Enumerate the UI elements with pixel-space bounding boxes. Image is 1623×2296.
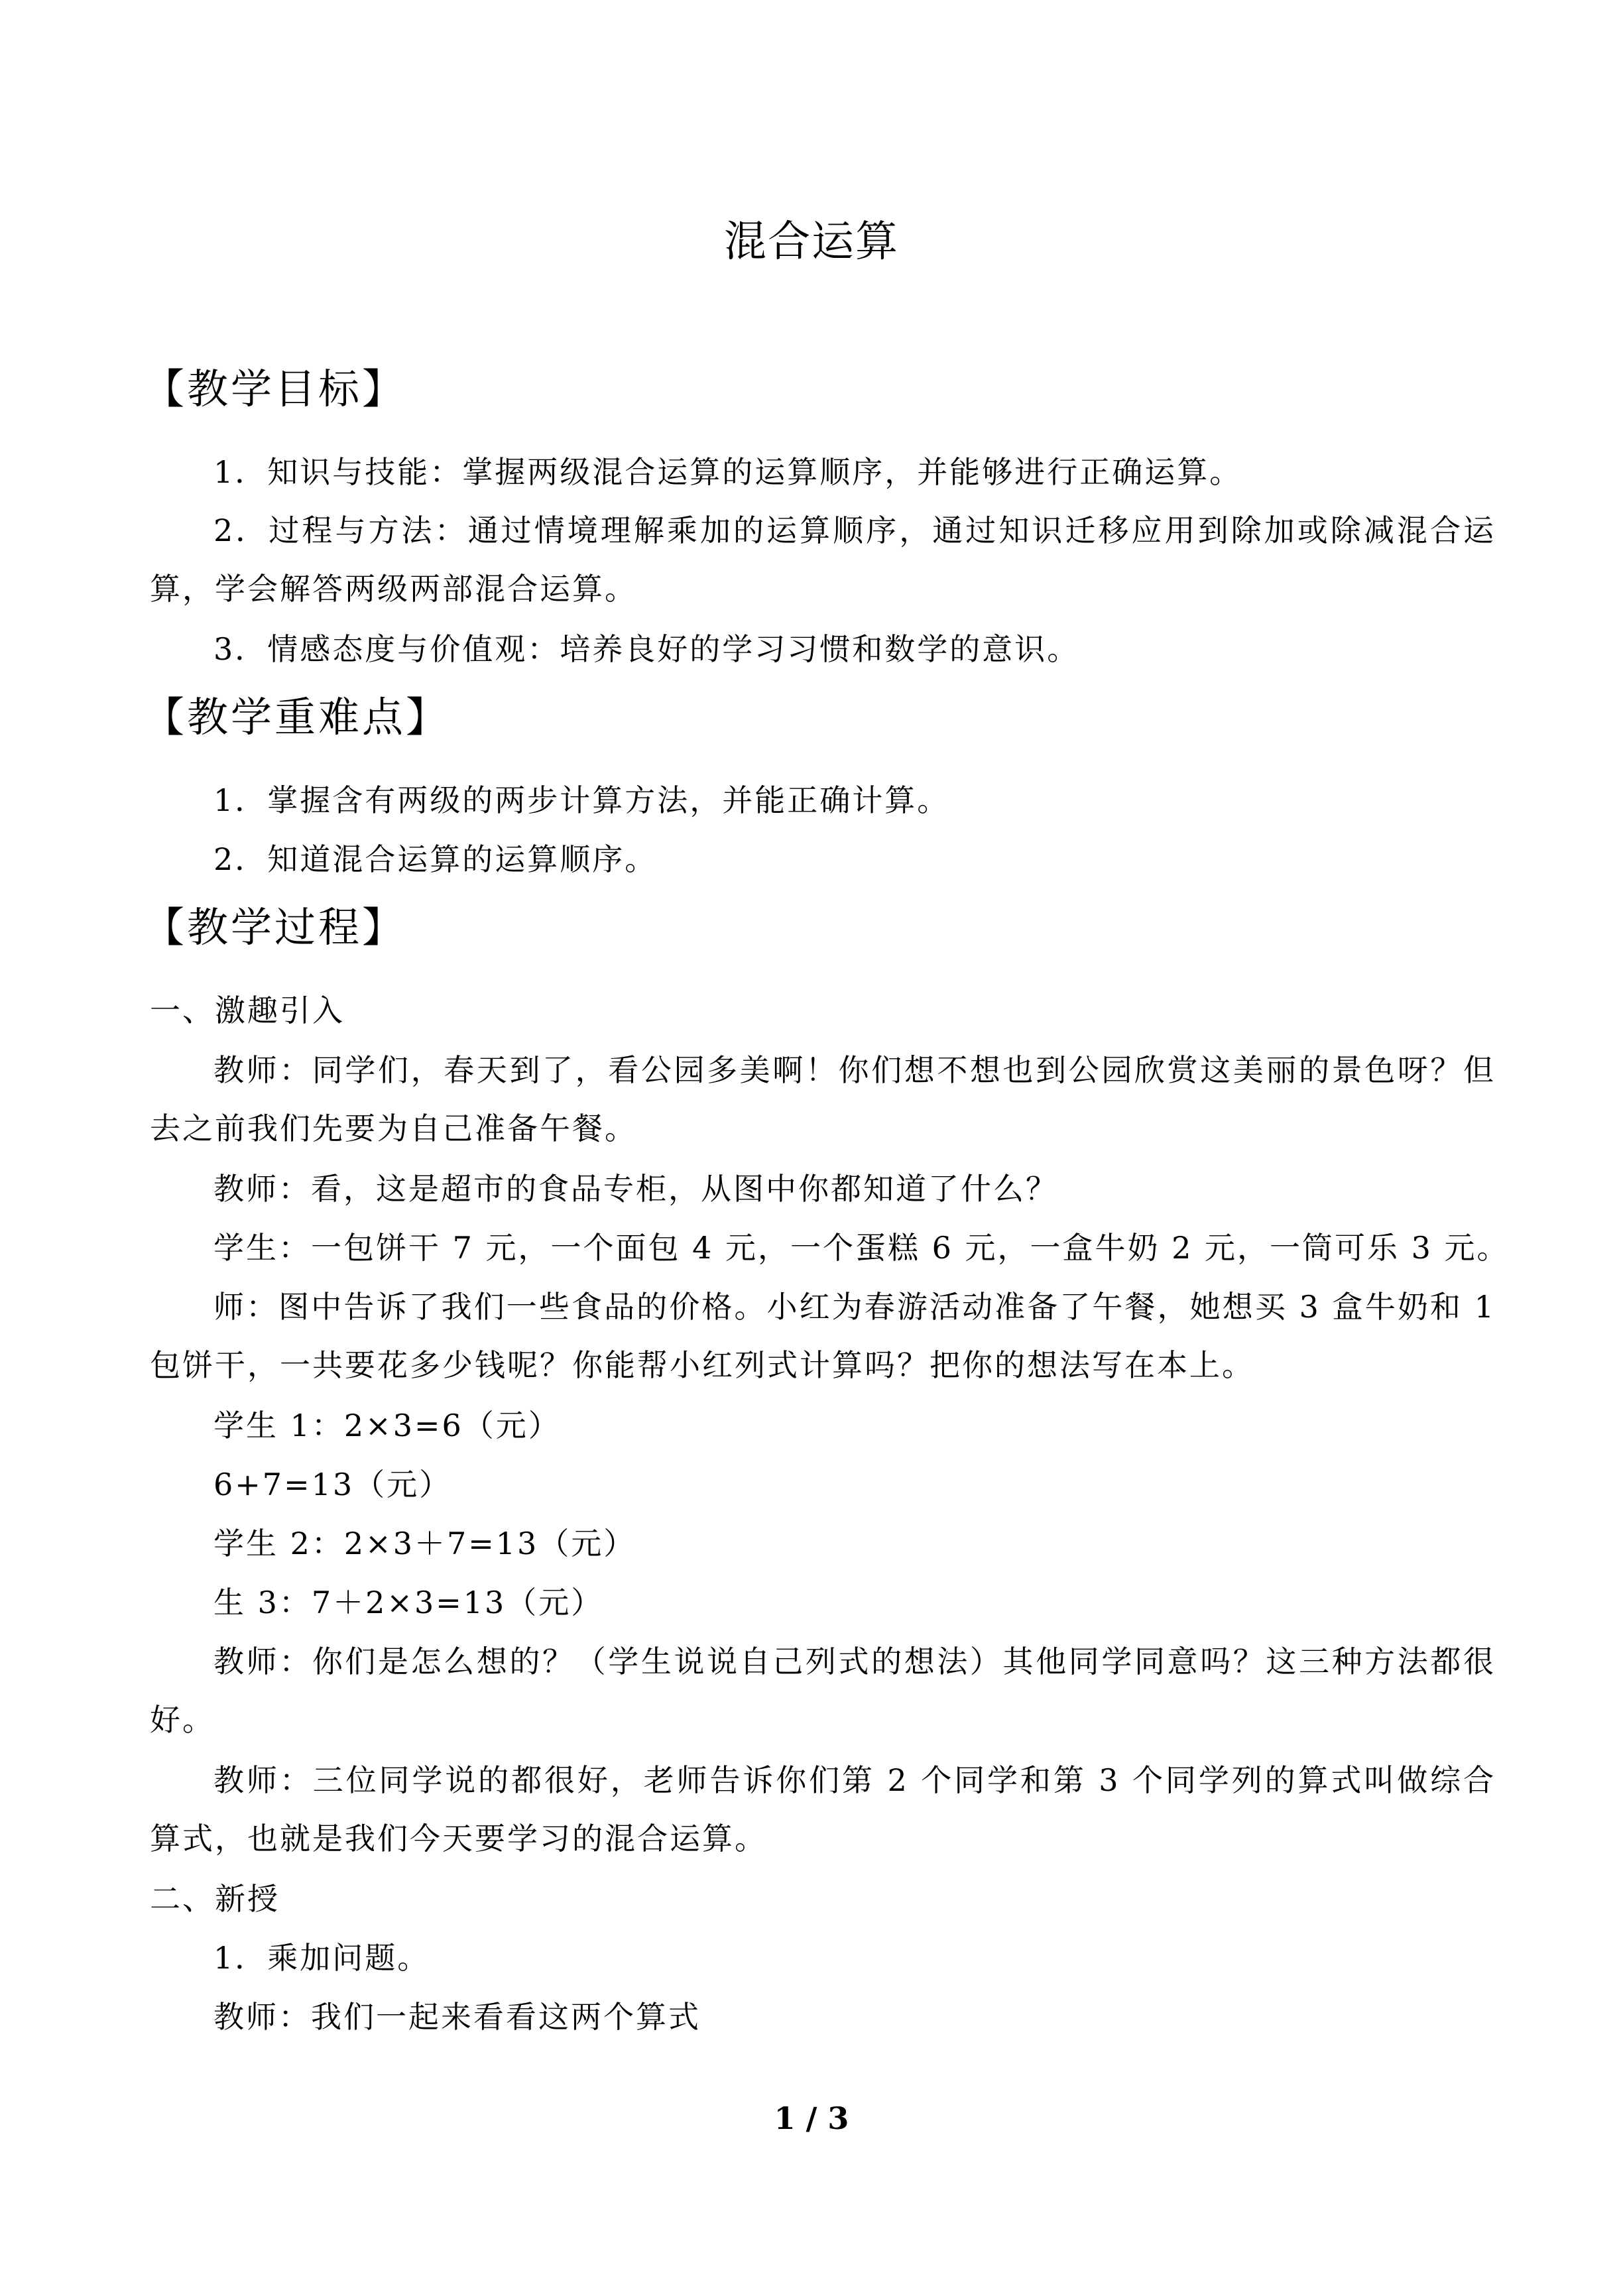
page-title: 混合运算 — [724, 217, 899, 267]
process-line: 教师：同学们，春天到了，看公园多美啊！你们想不想也到公园欣赏这美丽的景色呀？但去之前我们先要为自己准备午餐。 — [150, 1052, 1496, 1146]
process-line: 教师：你们是怎么想的？（学生说说自己列式的想法）其他同学同意吗？这三种方法都很好。 — [150, 1644, 1496, 1738]
part-title: 一、激趣引入 — [150, 993, 345, 1028]
objective-item: 3．情感态度与价值观：培养良好的学习习惯和数学的意识。 — [213, 631, 1080, 667]
process-line: 学生：一包饼干 7 元，一个面包 4 元，一个蛋糕 6 元，一盒牛奶 2 元，一筒可乐 3 元。 — [213, 1230, 1510, 1266]
part-title: 二、新授 — [150, 1881, 280, 1917]
section-heading-objectives: 【教学目标】 — [143, 365, 406, 413]
process-line: 教师：我们一起来看看这两个算式 — [213, 1999, 701, 2035]
objective-item: 2．过程与方法：通过情境理解乘加的运算顺序，通过知识迁移应用到除加或除减混合运算，学会解答两级两部混合运算。 — [150, 513, 1496, 607]
key-point-item: 1．掌握含有两级的两步计算方法，并能正确计算。 — [213, 782, 950, 818]
process-line: 学生 2：2×3＋7=13（元） — [213, 1526, 636, 1561]
process-line: 师：图中告诉了我们一些食品的价格。小红为春游活动准备了午餐，她想买 3 盒牛奶和 1 包饼干，一共要花多少钱呢？你能帮小红列式计算吗？把你的想法写在本上。 — [150, 1289, 1496, 1383]
process-line: 生 3：7＋2×3=13（元） — [213, 1585, 604, 1620]
process-line: 1．乘加问题。 — [213, 1940, 430, 1976]
section-heading-process: 【教学过程】 — [143, 903, 406, 951]
key-point-item: 2．知道混合运算的运算顺序。 — [213, 841, 658, 877]
process-line: 6+7=13（元） — [213, 1467, 452, 1502]
process-line: 教师：看，这是超市的食品专柜，从图中你都知道了什么？ — [213, 1171, 1058, 1207]
section-heading-key-points: 【教学重难点】 — [143, 693, 450, 741]
objective-item: 1．知识与技能：掌握两级混合运算的运算顺序，并能够进行正确运算。 — [213, 454, 1242, 490]
process-line: 学生 1：2×3=6（元） — [213, 1408, 561, 1443]
page-number: 1 / 3 — [774, 2100, 849, 2136]
process-line: 教师：三位同学说的都很好，老师告诉你们第 2 个同学和第 3 个同学列的算式叫做综合算式，也就是我们今天要学习的混合运算。 — [150, 1762, 1496, 1856]
